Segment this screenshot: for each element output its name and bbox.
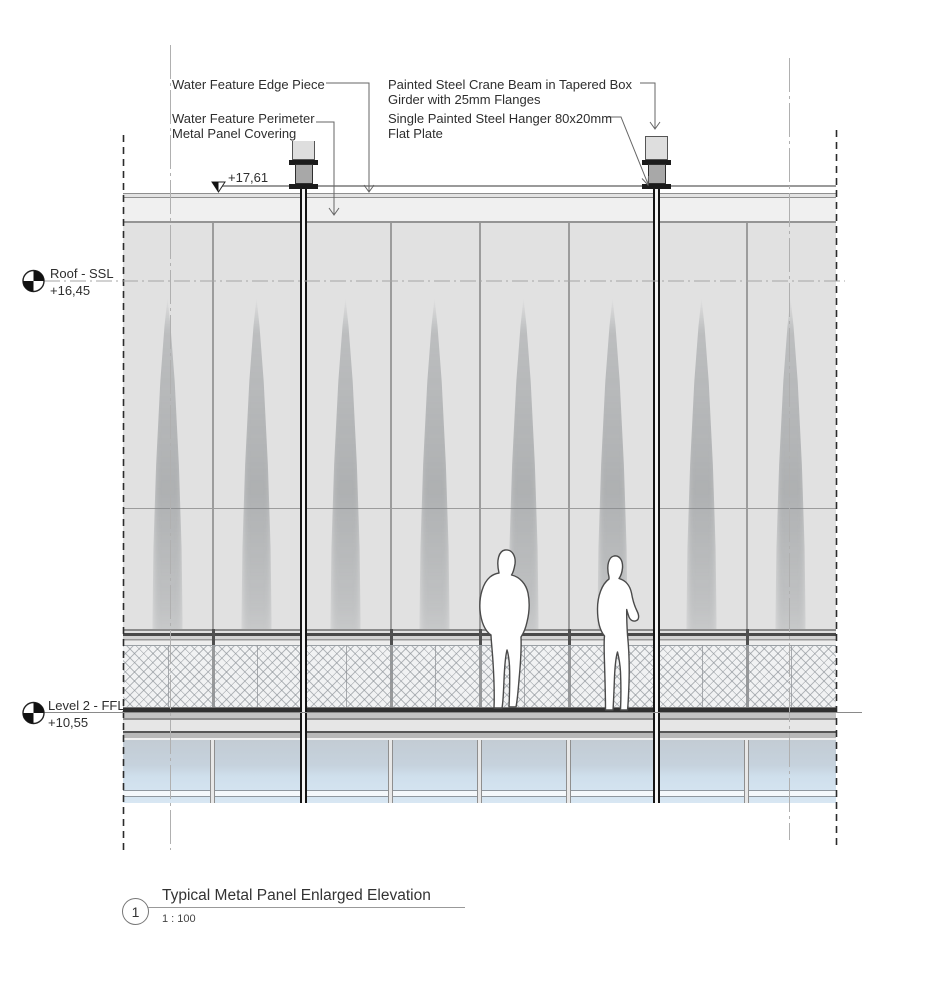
- railing-mesh-division: [168, 645, 169, 707]
- label-water-feature-perimeter: Water Feature Perimeter Metal Panel Covering: [172, 111, 315, 141]
- roof-level-name: Roof - SSL: [50, 266, 114, 281]
- person-figure-left: [468, 546, 546, 714]
- railing-mesh-division: [791, 645, 792, 707]
- leader-crane-beam: [640, 83, 655, 128]
- view-number-bubble: [122, 898, 149, 925]
- hanger-box-girder-right: [648, 164, 666, 184]
- view-title-underline: [147, 907, 465, 908]
- hanger-flange-right-bottom: [642, 184, 671, 189]
- roof-level-marker-icon: [23, 271, 44, 292]
- railing-mesh-division: [257, 645, 258, 707]
- roof-level-value: +16,45: [50, 283, 91, 298]
- glazing-mullion: [210, 740, 215, 803]
- spot-elevation-value: +17,61: [228, 170, 269, 185]
- view-title: Typical Metal Panel Enlarged Elevation: [162, 887, 431, 904]
- level2-name: Level 2 - FFL: [48, 698, 125, 713]
- panel-vertical-joint: [390, 223, 392, 629]
- glazing-mullion: [566, 740, 571, 803]
- label-water-feature-edge-piece: Water Feature Edge Piece: [172, 77, 325, 92]
- glazing-mullion: [477, 740, 482, 803]
- glazing-mullion: [744, 740, 749, 803]
- person-figure-right: [584, 551, 646, 715]
- view-number: 1: [131, 903, 140, 920]
- panel-vertical-joint: [568, 223, 570, 629]
- level2-level-marker-icon: [23, 703, 44, 724]
- crane-beam-connector-right: [645, 136, 668, 160]
- railing-mesh-division: [346, 645, 347, 707]
- panel-vertical-joint: [212, 223, 214, 629]
- panel-vertical-joint: [746, 223, 748, 629]
- arrow-crane-beam: [650, 122, 660, 129]
- label-hanger: Single Painted Steel Hanger 80x20mm Flat Plate: [388, 111, 613, 141]
- perimeter-metal-panel-band: [123, 198, 836, 223]
- railing-mesh-division: [702, 645, 703, 707]
- railing-mesh-division: [435, 645, 436, 707]
- hanger-box-girder-left: [295, 164, 313, 184]
- steel-hanger-rod-right: [653, 188, 660, 803]
- hanger-flange-left-bottom: [289, 184, 318, 189]
- leader-hanger: [607, 117, 648, 184]
- view-scale: 1 : 100: [162, 913, 196, 925]
- leader-edge-piece: [326, 83, 369, 191]
- label-crane-beam: Painted Steel Crane Beam in Tapered Box Girder with 25mm Flanges: [388, 77, 633, 107]
- steel-hanger-rod-left: [300, 188, 307, 803]
- glazing-mullion: [388, 740, 393, 803]
- level2-value: +10,55: [48, 715, 89, 730]
